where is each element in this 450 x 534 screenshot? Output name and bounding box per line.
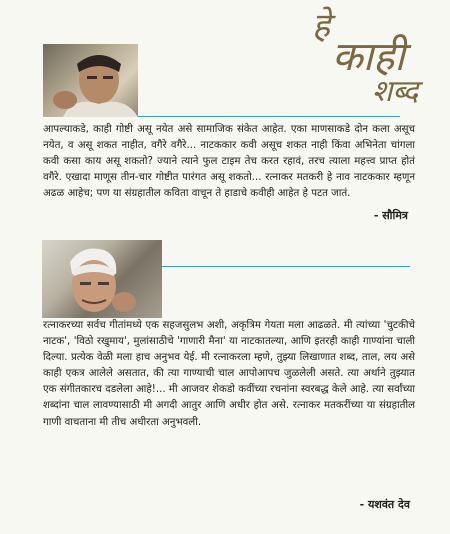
portrait-photo-2 bbox=[42, 240, 162, 318]
portrait-1-illustration bbox=[43, 44, 138, 117]
logo-word-1: हे bbox=[312, 6, 331, 46]
divider-line-1 bbox=[138, 116, 400, 117]
logo-word-2: काही bbox=[332, 34, 405, 80]
divider-line-2 bbox=[162, 266, 410, 267]
portrait-photo-1 bbox=[43, 44, 138, 117]
portrait-2-illustration bbox=[42, 240, 162, 318]
title-logo bbox=[312, 6, 436, 118]
quote-paragraph-1: आपल्याकडे, काही गोष्टी असू नयेत असे सामाजिक संकेत आहेत. एका माणसाकडे दोन कला असूच नयेत, व असू शकत नाहीत, वगैरे वगैरे... नाटककार कवी असूच शकत नाही किंवा अभिनेता चांगला कवी कसा काय असू शकतो? ज्याने त्याने फुल टाइम तेच करत रहावं, तरच त्याला महत्त्व प्राप्त होतं वगैरे. एखादा माणूस तीन-चार गोष्टीत पारंगत असू शकतो... रत्नाकर मतकरी हे नाव नाटककार म्हणून अढळ आहेच; पण या संग्रहातील कविता वाचून ते हाडाचे कवीही आहेत हे पटत जातं. bbox=[43, 124, 415, 200]
signature-2: - यशवंत देव bbox=[359, 498, 410, 511]
signature-1: - सौमित्र bbox=[373, 209, 408, 222]
logo-word-3: शब्द bbox=[372, 74, 419, 109]
quote-paragraph-2: रत्नाकरच्या सर्वच गीतांमध्ये एक सहजसुलभ अशी, अकृत्रिम गेयता मला आढळते. मी त्यांच्या 'चुटकीचे नाटक', 'विठो रखुमाय', मुलांसाठीचे 'गाणारी मैना' या नाटकातल्या, आणि इतरही काही गाण्यांना चाली दिल्या. प्रत्येक वेळी मला हाच अनुभव येई. मी रत्नाकरला म्हणे, तुझ्या लिखाणात शब्द, ताल, लय असे काही एकत्र आलेले असतात, की त्या गाण्याची चाल आपोआपच जुळलेली असते. त्या अर्थाने तुझ्यात एक संगीतकारच दडलेला आहे!... मी आजवर शेकडो कवींच्या रचनांना स्वरबद्ध केले आहे. त्या सर्वांच्या शब्दांना चाल लावण्यासाठी मी अगदी आतुर आणि अधीर होत असे. रत्नाकर मतकरींच्या या संग्रहातील गाणी वाचताना मी तीच अधीरता अनुभवली. bbox=[43, 320, 415, 428]
